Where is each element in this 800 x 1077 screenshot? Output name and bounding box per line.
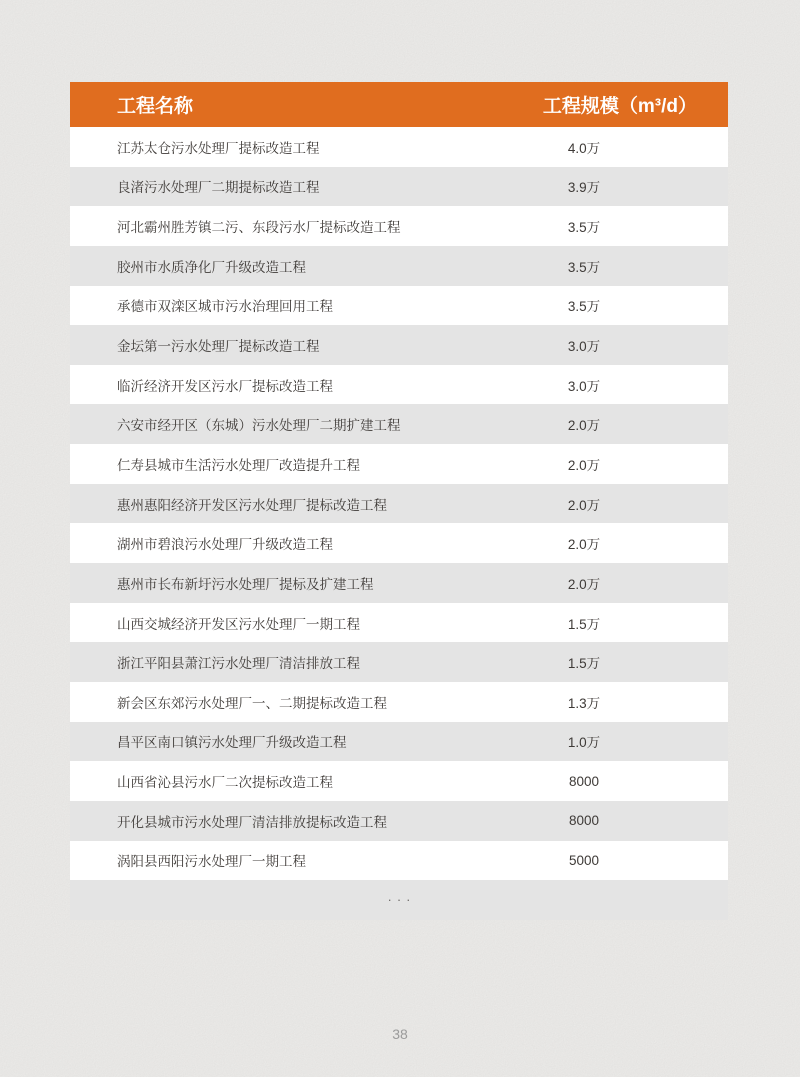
project-name-cell: 惠州惠阳经济开发区污水处理厂提标改造工程 [117, 497, 387, 513]
project-scale-cell: 2.0万 [567, 418, 601, 434]
table-row [70, 682, 728, 722]
project-name-cell: 昌平区南口镇污水处理厂升级改造工程 [117, 735, 347, 751]
table-row-ellipsis [70, 880, 728, 920]
table-row [70, 484, 728, 524]
table-row [70, 167, 728, 207]
project-name-cell: 良渚污水处理厂二期提标改造工程 [117, 180, 320, 196]
table-row [70, 365, 728, 405]
project-name-cell: 金坛第一污水处理厂提标改造工程 [117, 339, 320, 355]
project-name-cell: 仁寿县城市生活污水处理厂改造提升工程 [117, 457, 360, 473]
table-row [70, 761, 728, 801]
project-name-cell: 河北霸州胜芳镇二污、东段污水厂提标改造工程 [117, 220, 401, 236]
project-name-cell: 惠州市长布新圩污水处理厂提标及扩建工程 [117, 576, 374, 592]
project-name-cell: 山西交城经济开发区污水处理厂一期工程 [117, 616, 360, 632]
project-name-cell: 承德市双滦区城市污水治理回用工程 [117, 299, 333, 315]
project-scale-cell: 1.5万 [567, 656, 601, 672]
project-name-cell: 湖州市碧浪污水处理厂升级改造工程 [117, 537, 333, 553]
project-scale-cell: 2.0万 [567, 576, 601, 592]
project-scale-cell: 5000 [568, 852, 600, 868]
project-scale-cell: 2.0万 [567, 497, 601, 513]
ellipsis-text: ··· [387, 892, 416, 908]
project-scale-cell: 8000 [568, 813, 600, 829]
table-row [70, 444, 728, 484]
project-scale-cell: 1.0万 [567, 735, 601, 751]
project-name-cell: 六安市经开区（东城）污水处理厂二期扩建工程 [117, 418, 401, 434]
table-row [70, 603, 728, 643]
project-name-cell: 开化县城市污水处理厂清洁排放提标改造工程 [117, 814, 387, 830]
project-name-cell: 江苏太仓污水处理厂提标改造工程 [117, 140, 320, 156]
column-header-project-name: 工程名称 [117, 96, 194, 117]
table-body [70, 127, 728, 880]
table-row [70, 801, 728, 841]
project-name-cell: 山西省沁县污水厂二次提标改造工程 [117, 775, 333, 791]
project-name-cell: 浙江平阳县萧江污水处理厂清洁排放工程 [117, 656, 360, 672]
project-scale-cell: 4.0万 [567, 140, 601, 156]
project-table [70, 82, 728, 920]
project-scale-cell: 3.9万 [567, 180, 601, 196]
project-scale-cell: 3.0万 [567, 339, 601, 355]
project-name-cell: 临沂经济开发区污水厂提标改造工程 [117, 378, 333, 394]
table-row [70, 404, 728, 444]
project-scale-cell: 3.5万 [567, 259, 601, 275]
table-row [70, 642, 728, 682]
project-scale-cell: 3.5万 [567, 220, 601, 236]
page-number: 38 [392, 1026, 408, 1042]
project-name-cell: 新会区东郊污水处理厂一、二期提标改造工程 [117, 695, 387, 711]
project-scale-cell: 1.5万 [567, 616, 601, 632]
project-scale-cell: 2.0万 [567, 537, 601, 553]
table-row [70, 563, 728, 603]
table-row [70, 841, 728, 881]
project-scale-cell: 2.0万 [567, 457, 601, 473]
table-row [70, 325, 728, 365]
project-scale-cell: 3.0万 [567, 378, 601, 394]
table-row [70, 722, 728, 762]
table-header-row [70, 82, 728, 127]
table-row [70, 246, 728, 286]
table-row [70, 206, 728, 246]
project-scale-cell: 1.3万 [567, 695, 601, 711]
project-name-cell: 涡阳县西阳污水处理厂一期工程 [117, 854, 306, 870]
table-row [70, 127, 728, 167]
project-name-cell: 胶州市水质净化厂升级改造工程 [117, 259, 306, 275]
project-scale-cell: 3.5万 [567, 299, 601, 315]
column-header-project-scale: 工程规模（m³/d） [542, 96, 697, 117]
table-row [70, 286, 728, 326]
project-scale-cell: 8000 [568, 773, 600, 789]
table-row [70, 523, 728, 563]
